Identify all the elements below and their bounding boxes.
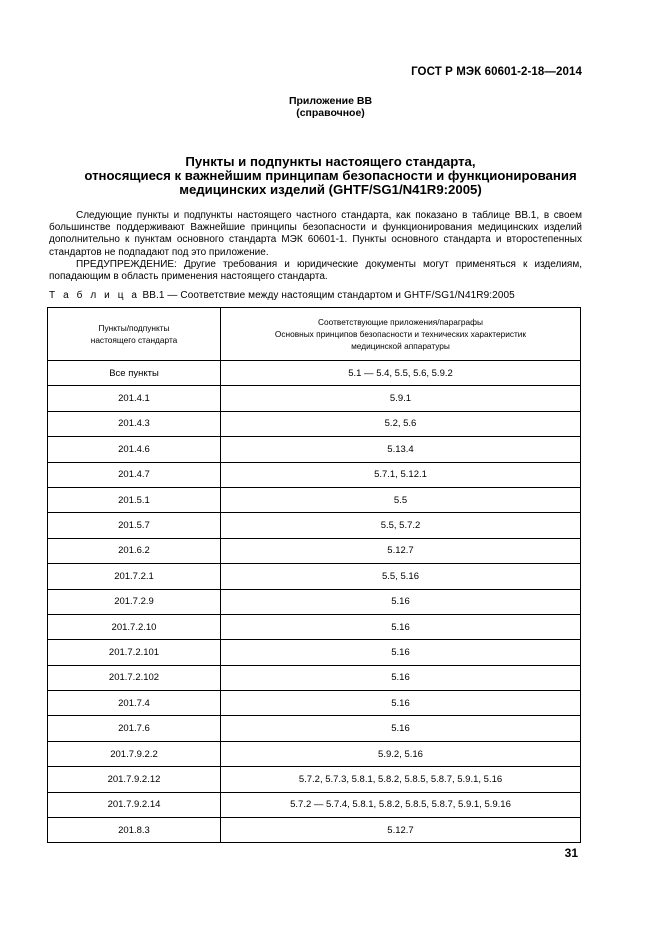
table-row: [48, 589, 581, 614]
table-row: [48, 767, 581, 792]
clause-cell: 201.7.9.2.14: [48, 792, 221, 817]
clause-cell: 201.7.9.2.2: [48, 741, 221, 766]
warning-paragraph: ПРЕДУПРЕЖДЕНИЕ: Другие требования и юридические документы могут применяться к изделиям, попадающим в область применения настоящего стандарта.: [49, 258, 582, 283]
clause-cell: 201.4.6: [48, 437, 221, 462]
intro-text: [49, 210, 582, 283]
clause-cell: 201.4.3: [48, 411, 221, 436]
header-clauses-line: Пункты/подпункты: [98, 323, 170, 333]
title-line: Пункты и подпункты настоящего стандарта,: [185, 154, 476, 169]
principle-ref-cell: 5.16: [221, 614, 581, 639]
table-row: [48, 437, 581, 462]
clause-cell: 201.5.1: [48, 487, 221, 512]
clause-cell: 201.7.9.2.12: [48, 767, 221, 792]
table-row: [48, 538, 581, 563]
table-row: [48, 818, 581, 843]
principle-ref-cell: 5.5, 5.7.2: [221, 513, 581, 538]
appendix-title: Приложение ВВ: [288, 95, 373, 107]
principle-ref-cell: 5.16: [221, 589, 581, 614]
principle-ref-cell: 5.2, 5.6: [221, 411, 581, 436]
principle-ref-cell: 5.7.2 — 5.7.4, 5.8.1, 5.8.2, 5.8.5, 5.8.7, 5.9.1, 5.9.16: [221, 792, 581, 817]
header-principles-line: медицинской аппаратуры: [351, 341, 450, 351]
table-row: [48, 741, 581, 766]
principle-ref-cell: 5.12.7: [221, 818, 581, 843]
page-number: 31: [564, 846, 578, 860]
table-header-row: [48, 308, 581, 361]
table-caption-text: ВВ.1 — Соответствие между настоящим стандартом и GHTF/SG1/N41R9:2005: [142, 290, 515, 301]
clause-cell: 201.7.2.101: [48, 640, 221, 665]
header-principles: [221, 308, 581, 361]
table-row: [48, 665, 581, 690]
clause-cell: 201.7.2.9: [48, 589, 221, 614]
table-row: [48, 361, 581, 386]
header-principles-line: Соответствующие приложения/параграфы: [318, 317, 483, 327]
table-row: [48, 614, 581, 639]
title-line: медицинских изделий (GHTF/SG1/N41R9:2005): [179, 182, 482, 197]
principle-ref-cell: 5.16: [221, 716, 581, 741]
clause-cell: 201.7.2.1: [48, 564, 221, 589]
principle-ref-cell: 5.16: [221, 665, 581, 690]
appendix-subtitle: (справочное): [296, 107, 365, 119]
principle-ref-cell: 5.7.1, 5.12.1: [221, 462, 581, 487]
table-caption: [49, 290, 515, 301]
table-row: [48, 386, 581, 411]
clause-cell: 201.4.1: [48, 386, 221, 411]
table-row: [48, 487, 581, 512]
document-code: ГОСТ Р МЭК 60601-2-18—2014: [411, 66, 582, 78]
clause-cell: 201.4.7: [48, 462, 221, 487]
header-clauses: [48, 308, 221, 361]
table-row: [48, 792, 581, 817]
intro-paragraph: Следующие пункты и подпункты настоящего частного стандарта, как показано в таблице ВВ.1, в своем большинстве поддерживают Важнейшие принципы безопасности и функционирования медицинских изделий дополнительно к пунктам основного стандарта МЭК 60601-1. Пункты основного стандарта и второстепенных стандартов не подпадают под это приложение.: [49, 210, 582, 258]
clause-cell: 201.7.2.102: [48, 665, 221, 690]
table-row: [48, 691, 581, 716]
table-row: [48, 716, 581, 741]
principle-ref-cell: 5.9.2, 5.16: [221, 741, 581, 766]
principle-ref-cell: 5.7.2, 5.7.3, 5.8.1, 5.8.2, 5.8.5, 5.8.7, 5.9.1, 5.16: [221, 767, 581, 792]
table-row: [48, 513, 581, 538]
principle-ref-cell: 5.9.1: [221, 386, 581, 411]
clause-cell: 201.7.4: [48, 691, 221, 716]
table-caption-prefix: Т а б л и ц а: [49, 290, 140, 301]
table-row: [48, 564, 581, 589]
header-clauses-line: настоящего стандарта: [90, 335, 178, 345]
principle-ref-cell: 5.12.7: [221, 538, 581, 563]
principle-ref-cell: 5.13.4: [221, 437, 581, 462]
table-body: [48, 361, 581, 843]
appendix-heading: [0, 95, 661, 119]
clause-cell: 201.8.3: [48, 818, 221, 843]
clause-cell: 201.5.7: [48, 513, 221, 538]
clause-cell: 201.7.2.10: [48, 614, 221, 639]
table-row: [48, 640, 581, 665]
table-row: [48, 462, 581, 487]
correspondence-table: [47, 307, 581, 843]
table-row: [48, 411, 581, 436]
principle-ref-cell: 5.5, 5.16: [221, 564, 581, 589]
principle-ref-cell: 5.16: [221, 691, 581, 716]
header-principles-line: Основных принципов безопасности и технических характеристик: [274, 329, 527, 339]
clause-cell: 201.7.6: [48, 716, 221, 741]
appendix-main-title: [0, 155, 661, 197]
principle-ref-cell: 5.16: [221, 640, 581, 665]
clause-cell: 201.6.2: [48, 538, 221, 563]
clause-cell: Все пункты: [48, 361, 221, 386]
principle-ref-cell: 5.1 — 5.4, 5.5, 5.6, 5.9.2: [221, 361, 581, 386]
principle-ref-cell: 5.5: [221, 487, 581, 512]
title-line: относящиеся к важнейшим принципам безопасности и функционирования: [84, 168, 577, 183]
